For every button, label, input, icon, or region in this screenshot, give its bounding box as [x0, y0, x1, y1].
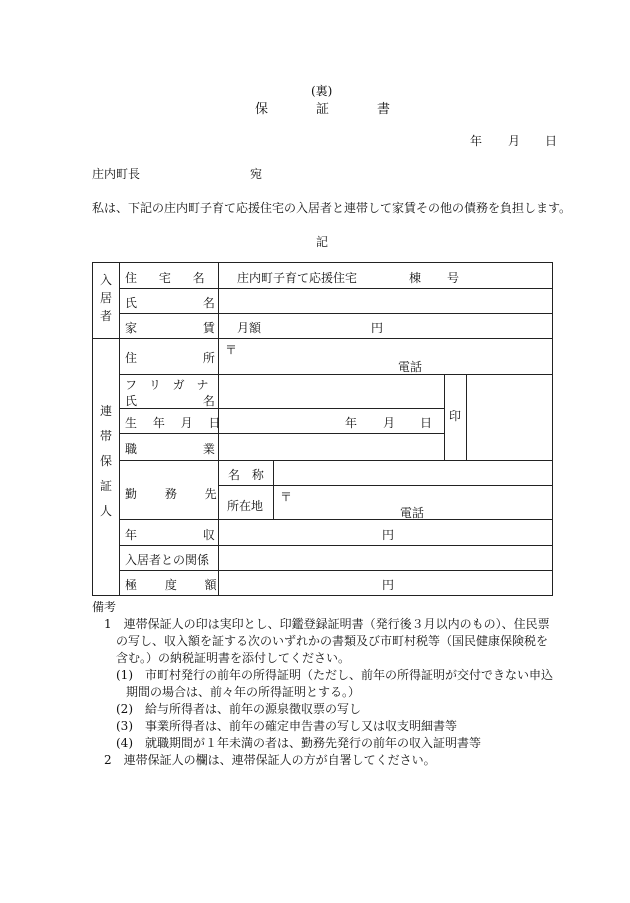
title-char-1: 保 [255, 102, 269, 117]
addressee-suffix: 宛 [250, 167, 263, 181]
seal-label: 印 [449, 409, 462, 423]
tenant-name-field[interactable] [220, 290, 550, 311]
guarantor-dob-month: 月 [383, 416, 396, 430]
date-year-label: 年 [470, 134, 483, 148]
page-side-label: (裏) [311, 84, 333, 98]
work-name-label: 名 称 [228, 468, 264, 482]
guarantor-limit-label: 極 度 額 [125, 578, 217, 592]
guarantor-relation-label: 入居者との関係 [125, 553, 210, 567]
date-day-label: 日 [545, 134, 558, 148]
guarantor-address-label: 住 所 [125, 351, 215, 365]
note-line: (1) 市町村発行の前年の所得証明（ただし、前年の所得証明が交付できない申込 [116, 668, 554, 682]
guarantor-group-label: 連 帯 保 証 人 [99, 404, 112, 518]
addressee: 庄内町長 [92, 167, 141, 181]
guarantee-form-table [92, 262, 553, 596]
work-phone-label: 電話 [400, 506, 425, 520]
note-line: (2) 給与所得者は、前年の源泉徴収票の写し [116, 702, 361, 716]
guarantor-work-label: 勤 務 先 [125, 487, 217, 501]
notes-heading: 備考 [92, 600, 117, 614]
tenant-rent-monthly: 月額 [237, 321, 262, 335]
tenant-address-label: 住 宅 名 [125, 271, 205, 285]
date-month-label: 月 [508, 134, 521, 148]
note-line: 1 連帯保証人の印は実印とし、印鑑登録証明書（発行後３月以内のもの）、住民票 [104, 617, 550, 631]
note-line: 含む。）の納税証明書を添付してください。 [116, 651, 351, 665]
note-line: (3) 事業所得者は、前年の確定申告書の写し又は収支明細書等 [116, 719, 458, 733]
statement: 私は、下記の庄内町子育て応援住宅の入居者と連帯して家賃その他の債務を負担します。 [92, 201, 572, 215]
work-address-label: 所在地 [227, 499, 264, 513]
guarantor-dob-year: 年 [345, 416, 358, 430]
guarantor-furigana-label: フ リ ガ ナ [125, 378, 209, 392]
title-char-3: 書 [377, 102, 391, 117]
tenant-address-value: 庄内町子育て応援住宅 [237, 271, 358, 285]
note-line: 2 連帯保証人の欄は、連帯保証人の方が自署してください。 [104, 753, 436, 767]
guarantor-job-label: 職 業 [125, 442, 215, 456]
note-line: の写し、収入額を証する次のいずれかの書類及び市町村税等（国民健康保険税を [116, 634, 549, 648]
guarantor-dob-day: 日 [420, 416, 433, 430]
tenant-group-label: 入 居 者 [99, 273, 112, 323]
guarantor-limit-yen: 円 [382, 578, 395, 592]
guarantor-income-yen: 円 [382, 528, 395, 542]
note-line: (4) 就職期間が１年未満の者は、勤務先発行の前年の収入証明書等 [116, 736, 482, 750]
title-char-2: 証 [316, 102, 330, 117]
tenant-name-label: 氏 名 [125, 296, 215, 310]
guarantor-postal-mark: 〒 [225, 343, 238, 357]
tenant-rent-label: 家 賃 [125, 321, 215, 335]
guarantor-phone-label: 電話 [398, 360, 423, 374]
tenant-number-label: 号 [447, 271, 460, 285]
guarantor-name-label: 氏 名 [125, 394, 215, 408]
guarantor-income-label: 年 収 [125, 528, 215, 542]
tenant-building-label: 棟 [409, 271, 422, 285]
guarantor-dob-label: 生 年 月 日 [125, 416, 221, 430]
work-postal-mark: 〒 [280, 490, 293, 504]
tenant-rent-yen: 円 [371, 321, 384, 335]
ki-heading: 記 [316, 235, 329, 249]
note-line: 期間の場合は、前々年の所得証明とする。） [126, 685, 361, 699]
